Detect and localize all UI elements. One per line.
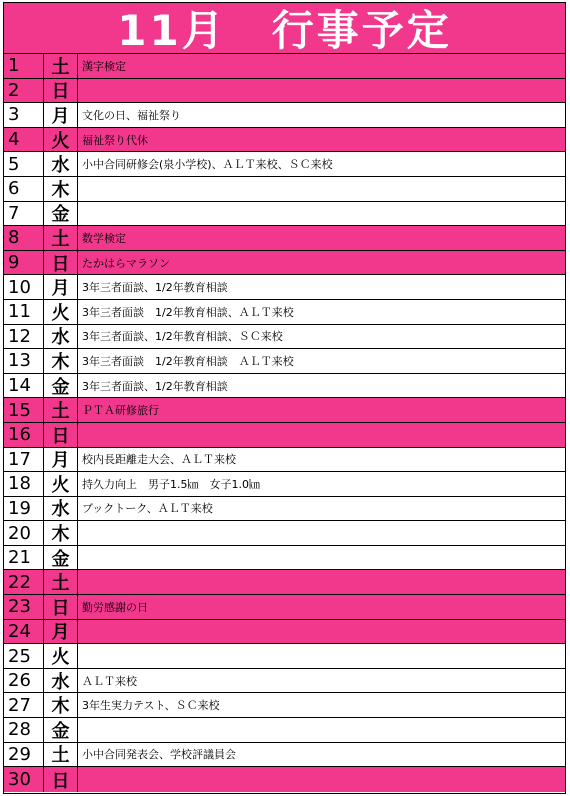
event-cell	[78, 570, 565, 594]
day-number-cell: 19	[4, 497, 44, 521]
day-number-cell: 18	[4, 472, 44, 496]
schedule-row	[4, 743, 565, 768]
day-number-cell: 9	[4, 251, 44, 275]
schedule-row	[4, 79, 565, 104]
day-number-cell: 26	[4, 669, 44, 693]
weekday-cell: 火	[44, 644, 78, 668]
title-bar	[4, 3, 565, 54]
weekday-cell: 金	[44, 546, 78, 570]
weekday-cell: 水	[44, 669, 78, 693]
event-cell	[78, 546, 565, 570]
event-cell: 福祉祭り代休	[82, 133, 148, 147]
day-number-cell: 23	[4, 595, 44, 619]
weekday-cell: 金	[44, 718, 78, 742]
event-cell	[78, 718, 565, 742]
page-title: 11月 行事予定	[117, 6, 452, 55]
schedule-row	[4, 620, 565, 645]
day-number-cell: 2	[4, 79, 44, 103]
day-number-cell: 22	[4, 570, 44, 594]
weekday-cell: 金	[44, 202, 78, 226]
weekday-cell: 土	[44, 398, 78, 422]
day-number-cell: 10	[4, 275, 44, 299]
day-number-cell: 11	[4, 300, 44, 324]
event-cell: ブックトーク、ＡＬＴ来校	[82, 502, 213, 516]
weekday-cell: 水	[44, 325, 78, 349]
schedule-row	[4, 128, 565, 153]
schedule-table	[4, 54, 565, 792]
event-cell: 小中合同発表会、学校評議員会	[82, 748, 236, 762]
day-number-cell: 7	[4, 202, 44, 226]
event-cell	[78, 202, 565, 226]
event-cell: 勤労感謝の日	[82, 600, 148, 614]
event-cell: 3年三者面談 1/2年教育相談 ＡＬＴ来校	[82, 354, 294, 368]
event-cell: 3年三者面談、1/2年教育相談、ＳＣ来校	[82, 330, 283, 344]
day-number-cell: 16	[4, 423, 44, 447]
weekday-cell: 月	[44, 103, 78, 127]
schedule-row	[4, 103, 565, 128]
event-cell	[78, 767, 565, 792]
schedule-row	[4, 300, 565, 325]
day-number-cell: 6	[4, 177, 44, 201]
schedule-row	[4, 177, 565, 202]
weekday-cell: 日	[44, 767, 78, 792]
schedule-row	[4, 718, 565, 743]
weekday-cell: 火	[44, 472, 78, 496]
event-cell: たかはらマラソン	[82, 256, 170, 270]
event-cell: 文化の日、福祉祭り	[82, 108, 181, 122]
schedule-row	[4, 546, 565, 571]
weekday-cell: 土	[44, 570, 78, 594]
day-number-cell: 24	[4, 620, 44, 644]
schedule-row	[4, 54, 565, 79]
schedule-row	[4, 472, 565, 497]
weekday-cell: 土	[44, 743, 78, 767]
day-number-cell: 28	[4, 718, 44, 742]
schedule-row	[4, 226, 565, 251]
weekday-cell: 木	[44, 349, 78, 373]
schedule-row	[4, 595, 565, 620]
schedule-row	[4, 349, 565, 374]
day-number-cell: 8	[4, 226, 44, 250]
weekday-cell: 日	[44, 423, 78, 447]
weekday-cell: 日	[44, 79, 78, 103]
weekday-cell: 火	[44, 300, 78, 324]
weekday-cell: 月	[44, 275, 78, 299]
weekday-cell: 日	[44, 251, 78, 275]
schedule-row	[4, 521, 565, 546]
weekday-cell: 月	[44, 620, 78, 644]
event-cell: 3年三者面談、1/2年教育相談	[82, 281, 228, 295]
day-number-cell: 3	[4, 103, 44, 127]
weekday-cell: 木	[44, 693, 78, 717]
weekday-cell: 日	[44, 595, 78, 619]
schedule-row	[4, 570, 565, 595]
schedule-row	[4, 767, 565, 792]
schedule-row	[4, 398, 565, 423]
event-cell	[78, 620, 565, 644]
day-number-cell: 15	[4, 398, 44, 422]
event-cell: 校内長距離走大会、ＡＬＴ来校	[82, 453, 236, 467]
event-cell: ＰＴＡ研修旅行	[82, 404, 159, 418]
event-cell: 3年三者面談 1/2年教育相談、ＡＬＴ来校	[82, 305, 294, 319]
day-number-cell: 12	[4, 325, 44, 349]
event-cell: 3年生実力テスト、ＳＣ来校	[82, 699, 220, 713]
weekday-cell: 月	[44, 448, 78, 472]
event-cell: 数学検定	[82, 231, 126, 245]
day-number-cell: 30	[4, 767, 44, 792]
event-cell: 3年三者面談、1/2年教育相談	[82, 379, 228, 393]
day-number-cell: 17	[4, 448, 44, 472]
event-cell: 漢字検定	[82, 59, 126, 73]
schedule-row	[4, 448, 565, 473]
weekday-cell: 木	[44, 521, 78, 545]
day-number-cell: 5	[4, 152, 44, 176]
event-cell: 持久力向上 男子1.5㎞ 女子1.0㎞	[82, 477, 260, 491]
day-number-cell: 20	[4, 521, 44, 545]
event-cell	[78, 644, 565, 668]
schedule-row	[4, 202, 565, 227]
schedule-row	[4, 374, 565, 399]
day-number-cell: 14	[4, 374, 44, 398]
event-cell	[78, 423, 565, 447]
weekday-cell: 木	[44, 177, 78, 201]
event-cell	[78, 521, 565, 545]
schedule-row	[4, 152, 565, 177]
weekday-cell: 水	[44, 497, 78, 521]
schedule-row	[4, 644, 565, 669]
schedule-row	[4, 669, 565, 694]
day-number-cell: 27	[4, 693, 44, 717]
event-cell: 小中合同研修会(泉小学校)、ＡＬＴ来校、ＳＣ来校	[82, 158, 333, 172]
day-number-cell: 1	[4, 54, 44, 78]
event-cell: ＡＬＴ来校	[82, 674, 137, 688]
day-number-cell: 4	[4, 128, 44, 152]
weekday-cell: 火	[44, 128, 78, 152]
day-number-cell: 13	[4, 349, 44, 373]
schedule-row	[4, 497, 565, 522]
weekday-cell: 水	[44, 152, 78, 176]
event-cell	[78, 79, 565, 103]
weekday-cell: 金	[44, 374, 78, 398]
schedule-row	[4, 251, 565, 276]
schedule-row	[4, 325, 565, 350]
event-cell	[78, 177, 565, 201]
schedule-row	[4, 423, 565, 448]
day-number-cell: 21	[4, 546, 44, 570]
weekday-cell: 土	[44, 54, 78, 78]
day-number-cell: 25	[4, 644, 44, 668]
schedule-row	[4, 275, 565, 300]
weekday-cell: 土	[44, 226, 78, 250]
schedule-row	[4, 693, 565, 718]
schedule-sheet	[3, 2, 566, 794]
day-number-cell: 29	[4, 743, 44, 767]
